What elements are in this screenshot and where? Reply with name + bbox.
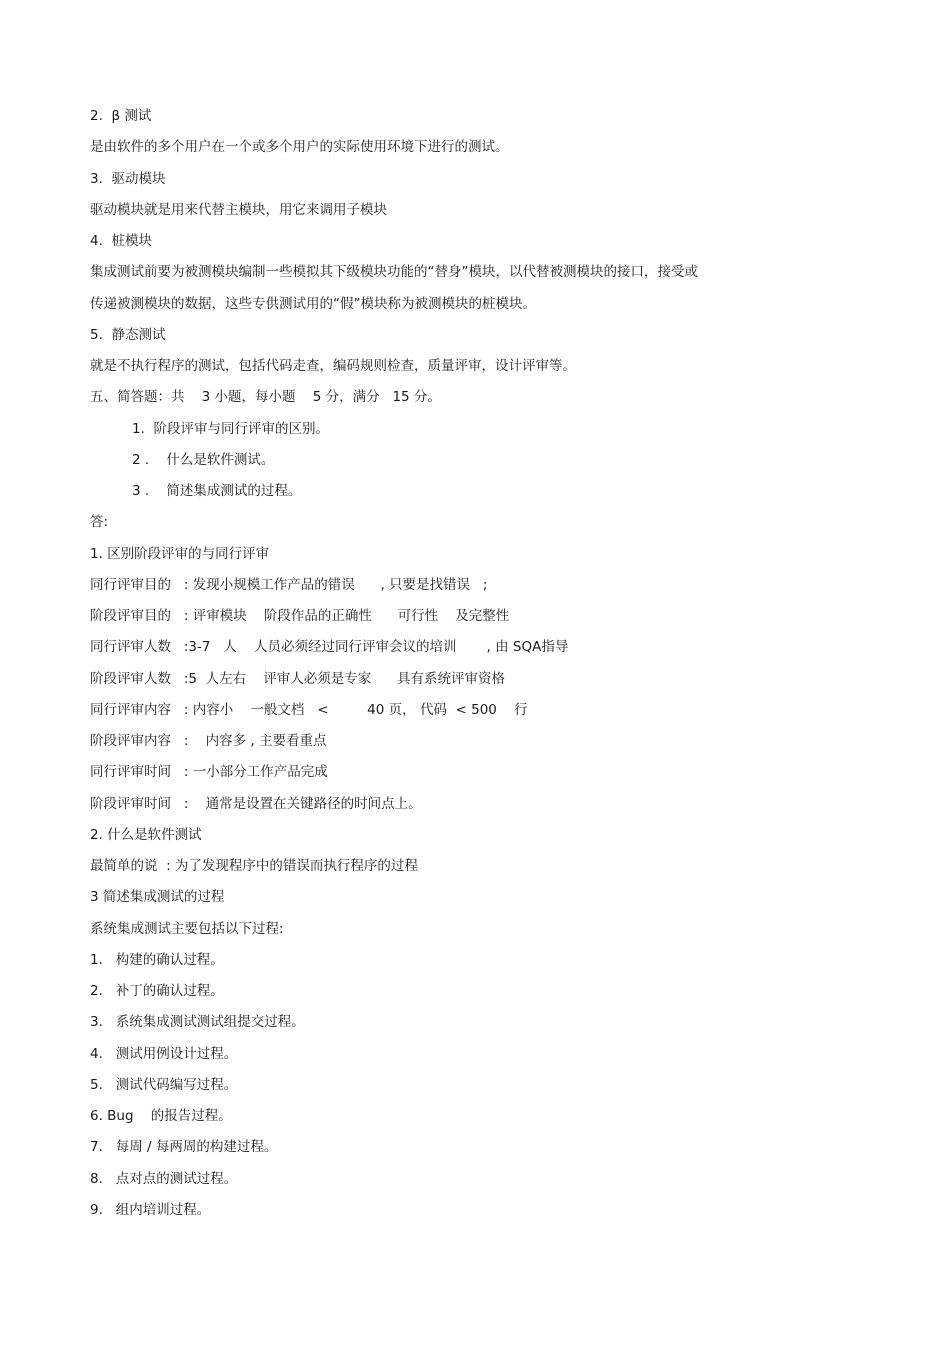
review-row: 阶段评审人数 :5 人左右 评审人必须是专家 具有系统评审资格 bbox=[90, 670, 506, 687]
answer-heading-1: 1. 区别阶段评审的与同行评审 bbox=[90, 545, 270, 562]
answer-label: 答: bbox=[90, 514, 109, 531]
process-list-item: 3. 系统集成测试测试组提交过程。 bbox=[90, 1014, 305, 1031]
answer-heading-2: 2. 什么是软件测试 bbox=[90, 826, 202, 843]
heading-stub-module: 4. 桩模块 bbox=[90, 233, 152, 249]
process-list-item: 6. Bug 的报告过程。 bbox=[90, 1108, 232, 1124]
review-row: 阶段评审内容 : 内容多 , 主要看重点 bbox=[90, 733, 327, 749]
process-list-item: 1. 构建的确认过程。 bbox=[90, 951, 224, 968]
answer-heading-3: 3 简述集成测试的过程 bbox=[90, 889, 225, 906]
process-list-item: 2. 补丁的确认过程。 bbox=[90, 983, 224, 999]
heading-static-test: 5. 静态测试 bbox=[90, 326, 166, 343]
review-row: 阶段评审目的 : 评审模块 阶段作品的正确性 可行性 及完整性 bbox=[90, 608, 510, 624]
review-row: 同行评审内容 : 内容小 一般文档 < 40 页， 代码 < 500 行 bbox=[90, 701, 528, 718]
paragraph-static-test: 就是不执行程序的测试，包括代码走查，编码规则检查，质量评审，设计评审等。 bbox=[90, 358, 576, 374]
heading-driver-module: 3. 驱动模块 bbox=[90, 170, 166, 187]
process-list-item: 4. 测试用例设计过程。 bbox=[90, 1045, 238, 1062]
process-list-item: 7. 每周 / 每两周的构建过程。 bbox=[90, 1139, 278, 1156]
review-row: 同行评审人数 :3-7 人 人员必须经过同行评审会议的培训 , 由 SQA指导 bbox=[90, 639, 569, 656]
process-list-item: 8. 点对点的测试过程。 bbox=[90, 1170, 238, 1187]
question-item-3: 3 . 简述集成测试的过程。 bbox=[132, 483, 302, 499]
answer-paragraph-2: 最简单的说 : 为了发现程序中的错误而执行程序的过程 bbox=[90, 858, 418, 874]
review-row: 阶段评审时间 : 通常是设置在关键路径的时间点上。 bbox=[90, 795, 422, 812]
process-list-item: 5. 测试代码编写过程。 bbox=[90, 1076, 238, 1093]
answer-intro-3: 系统集成测试主要包括以下过程: bbox=[90, 920, 284, 937]
question-item-1: 1. 阶段评审与同行评审的区别。 bbox=[132, 420, 329, 437]
paragraph-stub-module-2: 传递被测模块的数据，这些专供测试用的“假”模块称为被测模块的桩模块。 bbox=[90, 295, 536, 312]
paragraph-beta-test: 是由软件的多个用户在一个或多个用户的实际使用环境下进行的测试。 bbox=[90, 139, 509, 156]
question-item-2: 2 . 什么是软件测试。 bbox=[132, 451, 275, 468]
review-row: 同行评审目的 : 发现小规模工作产品的错误 , 只要是找错误 ; bbox=[90, 576, 488, 593]
heading-beta-test: 2. β 测试 bbox=[90, 108, 152, 124]
paragraph-stub-module-1: 集成测试前要为被测模块编制一些模拟其下级模块功能的“替身”模块，以代替被测模块的接口，接受或 bbox=[90, 264, 698, 281]
review-row: 同行评审时间 : 一小部分工作产品完成 bbox=[90, 764, 328, 781]
document-page bbox=[90, 101, 870, 1226]
section-title-short-answer: 五、简答题：共 3 小题，每小题 5 分，满分 15 分。 bbox=[90, 389, 441, 406]
paragraph-driver-module: 驱动模块就是用来代替主模块，用它来调用子模块 bbox=[90, 201, 387, 218]
process-list-item: 9. 组内培训过程。 bbox=[90, 1201, 211, 1218]
